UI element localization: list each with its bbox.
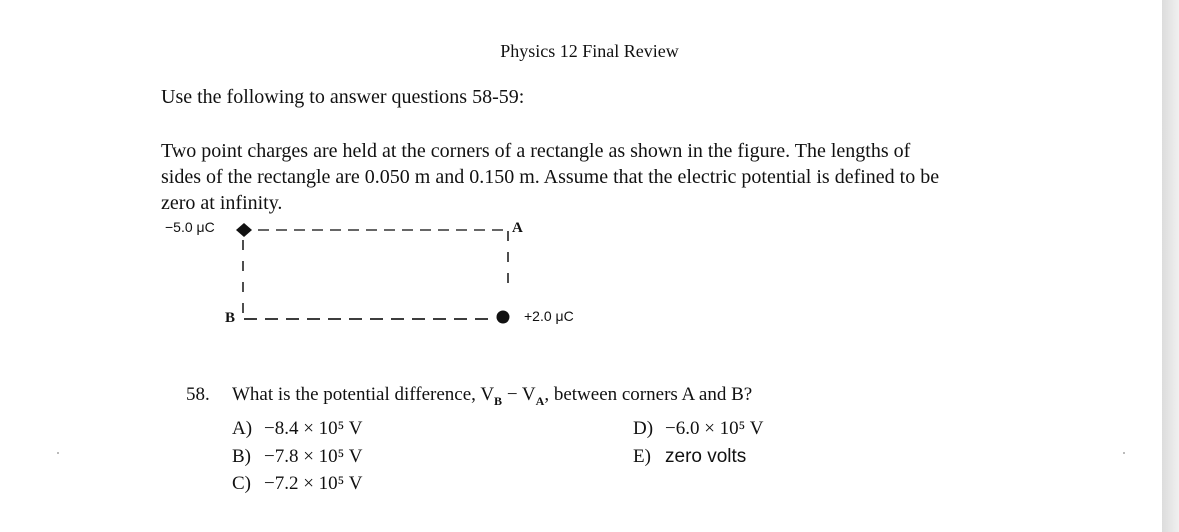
corner-a-label: A (512, 220, 523, 236)
answer-option-e: E) zero volts (633, 446, 747, 467)
problem-text-line-1: Two point charges are held at the corners of a rectangle as shown in the figure. The lengths of (161, 140, 911, 162)
scan-speck (1123, 452, 1125, 454)
answer-option-b: B) −7.8 × 10⁵ V (232, 446, 363, 467)
answer-option-d: D) −6.0 × 10⁵ V (633, 418, 764, 439)
scan-speck (57, 452, 59, 454)
intro-text: Use the following to answer questions 58-59: (161, 86, 525, 108)
negative-charge-marker (236, 223, 252, 237)
charge-positive-label: +2.0 μC (524, 308, 574, 324)
answer-option-a: A) −8.4 × 10⁵ V (232, 418, 363, 439)
corner-b-label: B (225, 310, 236, 326)
question-text: What is the potential difference, $V_B - V_A$, between corners A and B? (232, 384, 753, 408)
answer-option-c: C) −7.2 × 10⁵ V (232, 473, 363, 494)
subscript-a: A (535, 394, 545, 408)
problem-text-line-3: zero at infinity. (161, 192, 283, 214)
question-number: 58. (186, 384, 210, 405)
problem-text-line-2: sides of the rectangle are 0.050 m and 0.150 m. Assume that the electric potential is defined to be (161, 166, 940, 188)
positive-charge-marker (497, 311, 510, 324)
subscript-b: B (494, 394, 503, 408)
page-header-title: Physics 12 Final Review (500, 41, 679, 61)
charge-negative-label: −5.0 μC (165, 219, 215, 235)
